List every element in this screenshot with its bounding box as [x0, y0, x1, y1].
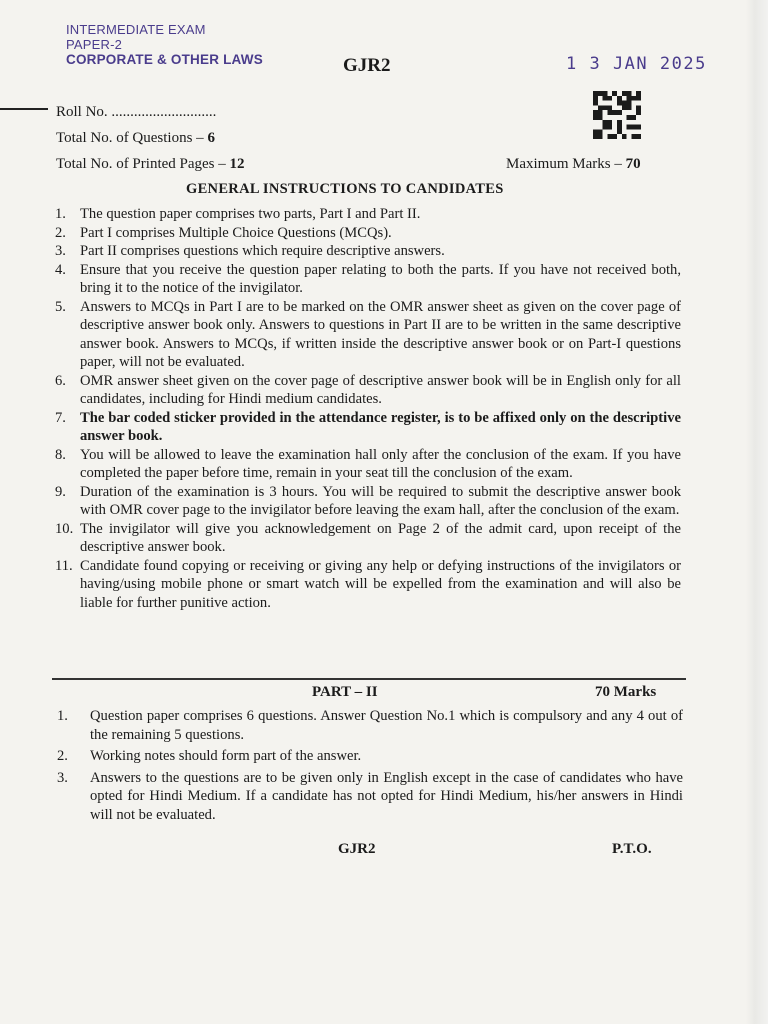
qr-code-icon: [592, 91, 642, 139]
stamp-line-exam: INTERMEDIATE EXAM: [66, 22, 206, 37]
part-instruction-text: Working notes should form part of the answer.: [90, 748, 362, 764]
stamp-line-paper: PAPER-2: [66, 37, 123, 52]
instruction-text: Duration of the examination is 3 hours. You will be required to submit the descriptive answer book with OMR cover page to the invigilator before leaving the exam hall, after the conclusion of the exam.: [80, 483, 681, 518]
part-title: PART – II: [312, 684, 378, 700]
maximum-marks-value: 70: [625, 156, 641, 172]
stamp-line-subject: CORPORATE & OTHER LAWS: [66, 52, 263, 67]
total-questions: [56, 130, 215, 147]
instruction-item: [0, 242, 768, 261]
margin-line: [0, 108, 48, 110]
part-instruction-item: [0, 769, 768, 825]
instruction-item: [0, 520, 768, 557]
instruction-text: Answers to MCQs in Part I are to be marked on the OMR answer sheet as given on the cover page of descriptive answer book only. Answers to questions in Part II are to be written in the same descriptive answer book. Answers to MCQs, if written inside the descriptive answer book or on Part-I questions paper, will not be evaluated.: [80, 298, 681, 370]
part-instruction-number: 3.: [57, 769, 68, 786]
part-ii-instructions: [0, 707, 768, 827]
total-questions-label: Total No. of Questions –: [56, 130, 204, 146]
instruction-number: 10.: [55, 520, 74, 537]
instruction-text: The invigilator will give you acknowledgement on Page 2 of the admit card, upon receipt of the descriptive answer book.: [80, 520, 681, 555]
part-instruction-text: Answers to the questions are to be given only in English except in the case of candidates who have opted for Hindi Medium. If a candidate has not opted for Hindi Medium, his/her answers in Hindi will not be evaluated.: [90, 769, 683, 823]
instruction-number: 2.: [55, 224, 66, 241]
exam-stamp: [66, 22, 263, 67]
instruction-number: 6.: [55, 372, 66, 389]
instruction-number: 3.: [55, 243, 66, 259]
instruction-item: [0, 409, 768, 446]
instruction-number: 8.: [55, 446, 66, 463]
instruction-number: 4.: [55, 261, 66, 278]
part-instruction-text: Question paper comprises 6 questions. Answer Question No.1 which is compulsory and any 4 out of the remaining 5 questions.: [90, 708, 683, 743]
instruction-item: [0, 261, 768, 298]
please-turn-over: P.T.O.: [612, 841, 652, 857]
instruction-item: [0, 205, 768, 224]
part-instruction-number: 2.: [57, 748, 68, 764]
section-divider: [52, 678, 686, 680]
roll-number: Roll No. ............................: [56, 104, 217, 120]
footer-paper-code: GJR2: [338, 841, 376, 857]
instruction-text: OMR answer sheet given on the cover page of descriptive answer book will be in English only for all candidates, including for Hindi medium candidates.: [80, 372, 681, 407]
instruction-item: [0, 372, 768, 409]
total-questions-value: 6: [207, 130, 215, 146]
instruction-item: [0, 483, 768, 520]
instruction-item: [0, 224, 768, 243]
part-instruction-item: [0, 747, 768, 766]
instructions-heading: GENERAL INSTRUCTIONS TO CANDIDATES: [186, 181, 504, 197]
maximum-marks: [506, 156, 641, 173]
paper-code: GJR2: [343, 55, 391, 76]
total-pages-value: 12: [229, 156, 245, 172]
part-instruction-item: [0, 707, 768, 744]
instruction-item: [0, 446, 768, 483]
instruction-number: 1.: [55, 206, 66, 222]
instruction-text: Candidate found copying or receiving or giving any help or defying instructions of the invigilators or having/using mobile phone or smart watch will be expelled from the examination and will also be liable for further punitive action.: [80, 557, 681, 611]
instruction-number: 7.: [55, 409, 66, 426]
date-stamp: 1 3 JAN 2025: [566, 54, 707, 74]
instructions-list: [0, 205, 768, 612]
instruction-number: 11.: [55, 557, 73, 574]
instruction-text: Ensure that you receive the question paper relating to both the parts. If you have not received both, bring it to the notice of the invigilator.: [80, 261, 681, 296]
instruction-text: You will be allowed to leave the examination hall only after the conclusion of the exam. If you have completed the paper before time, remain in your seat till the conclusion of the exam.: [80, 446, 681, 481]
total-pages-label: Total No. of Printed Pages –: [56, 156, 226, 172]
instruction-number: 5.: [55, 298, 66, 315]
total-pages: [56, 156, 245, 173]
instruction-item: [0, 557, 768, 613]
part-instruction-number: 1.: [57, 708, 68, 724]
instruction-number: 9.: [55, 483, 66, 500]
instruction-item: [0, 298, 768, 372]
instruction-text: Part II comprises questions which require descriptive answers.: [80, 243, 445, 259]
instruction-text: The bar coded sticker provided in the attendance register, is to be affixed only on the descriptive answer book.: [80, 409, 681, 444]
part-marks: 70 Marks: [595, 684, 657, 700]
instruction-text: Part I comprises Multiple Choice Questions (MCQs).: [80, 224, 392, 241]
instruction-text: The question paper comprises two parts, Part I and Part II.: [80, 206, 421, 222]
maximum-marks-label: Maximum Marks –: [506, 156, 622, 172]
